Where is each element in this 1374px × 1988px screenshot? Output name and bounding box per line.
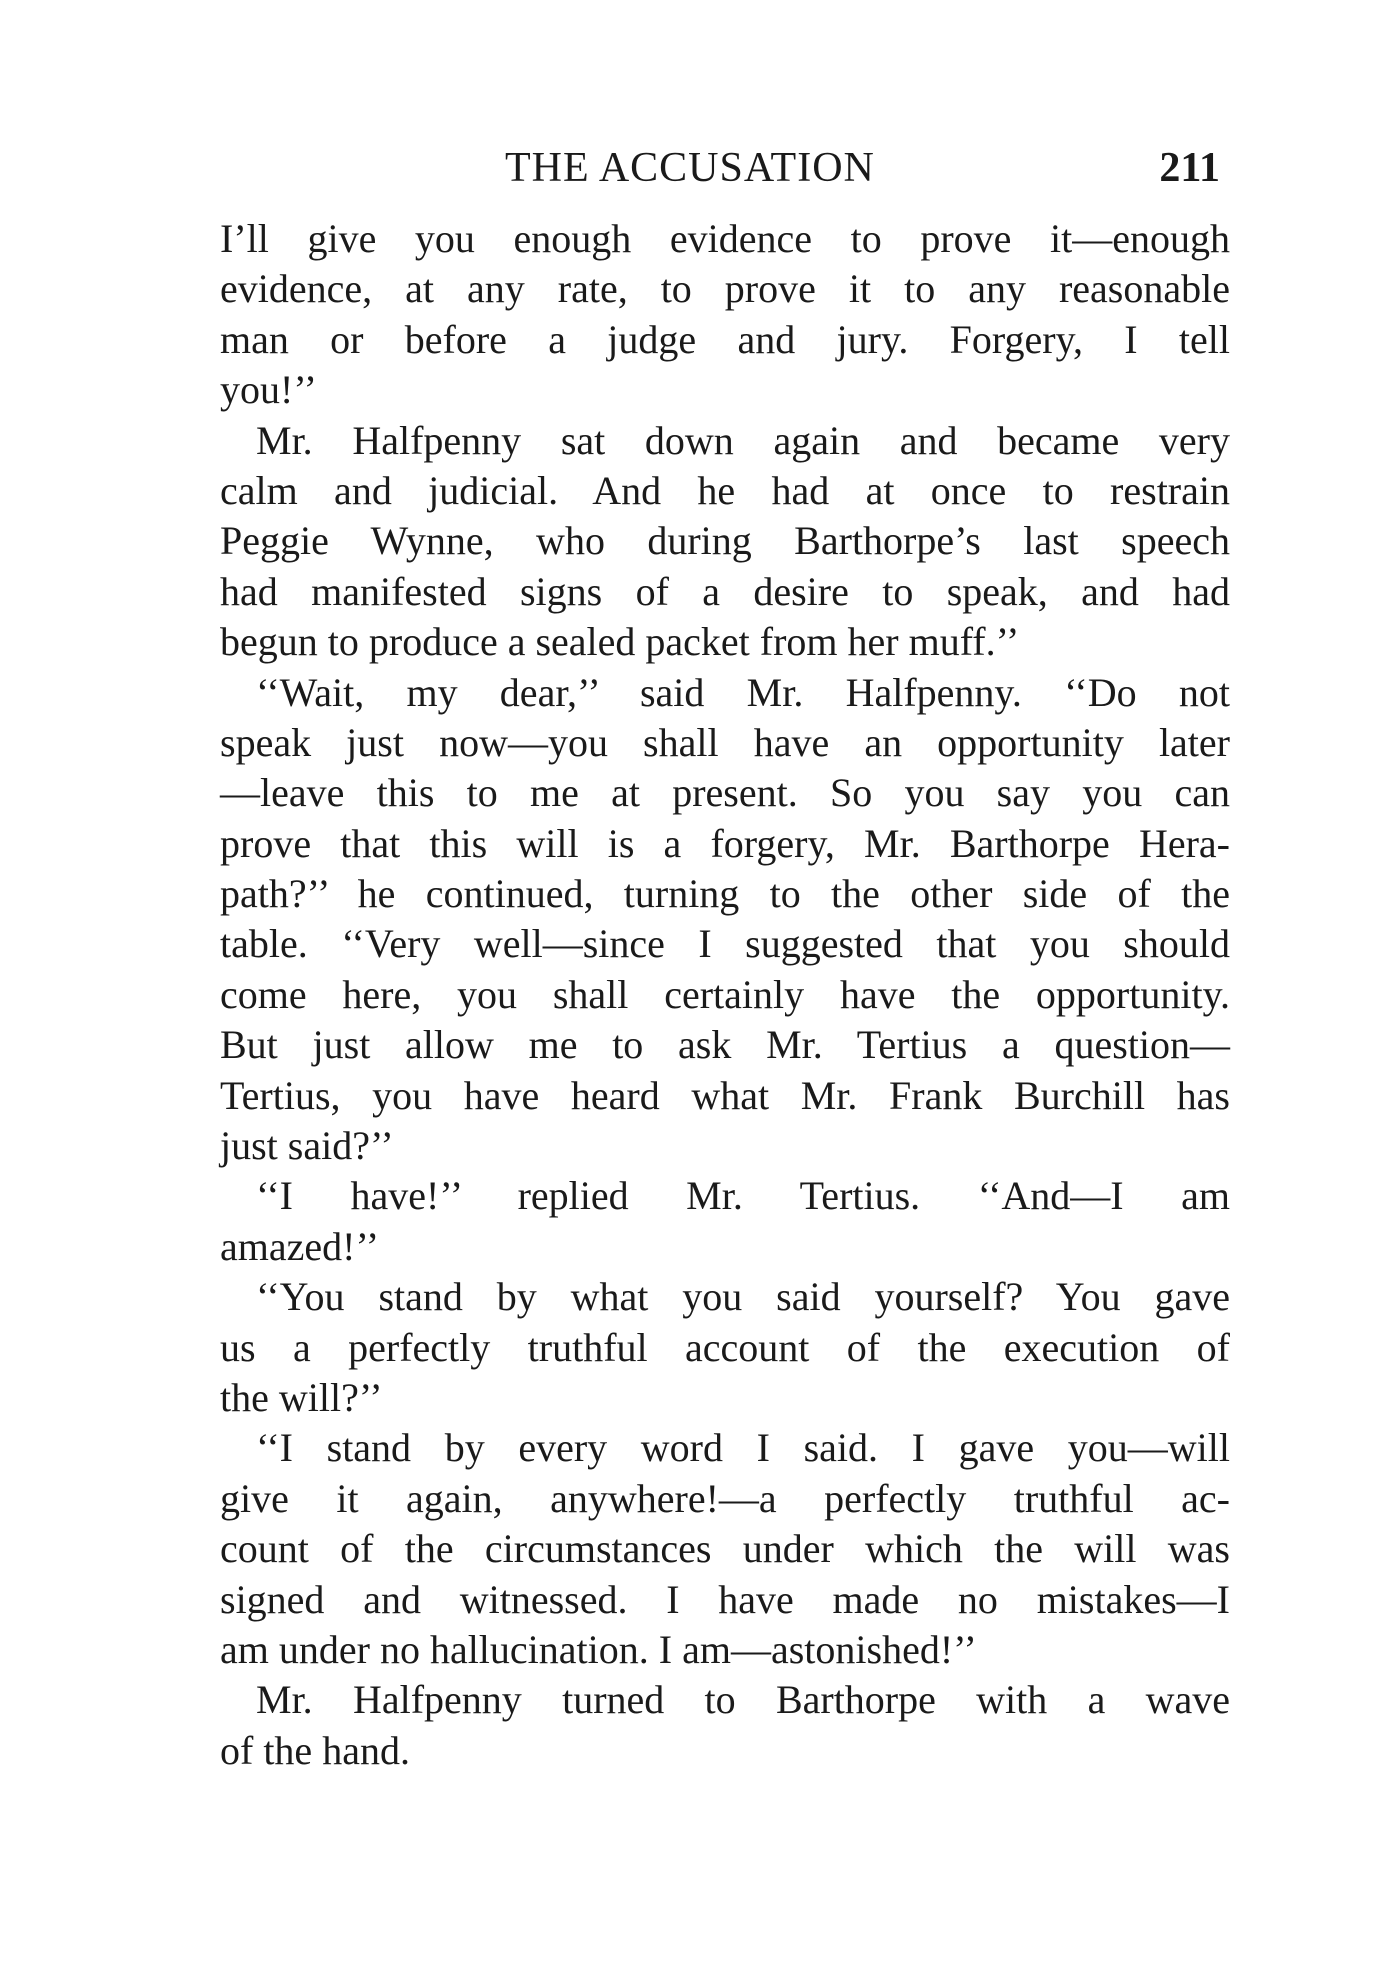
text-line: ‘‘Wait, my dear,’’ said Mr. Halfpenny. ‘‘Do not xyxy=(256,669,1230,715)
text-line: ‘‘I stand by every word I said. I gave you—will xyxy=(256,1425,1230,1471)
text-line: begun to produce a sealed packet from her muff.’’ xyxy=(220,619,1020,665)
text-line: But just allow me to ask Mr. Tertius a question— xyxy=(220,1022,1230,1068)
text-line: —leave this to me at present. So you say you can xyxy=(220,770,1230,816)
text-line: evidence, at any rate, to prove it to any reasonable xyxy=(220,266,1230,312)
text-line: speak just now—you shall have an opportunity later xyxy=(220,719,1230,765)
text-line: path?’’ he continued, turning to the other side of the xyxy=(220,871,1230,917)
body-text xyxy=(220,214,1230,1776)
text-line: us a perfectly truthful account of the execution of xyxy=(220,1324,1230,1370)
text-line: come here, you shall certainly have the opportunity. xyxy=(220,971,1230,1017)
text-line: count of the circumstances under which the will was xyxy=(220,1526,1230,1572)
text-line: I’ll give you enough evidence to prove it—enough xyxy=(220,216,1230,261)
text-line: of the hand. xyxy=(220,1727,410,1773)
text-line: you!’’ xyxy=(220,367,317,413)
text-line: the will?’’ xyxy=(220,1374,383,1420)
text-line: calm and judicial. And he had at once to restrain xyxy=(220,467,1230,513)
text-line: Tertius, you have heard what Mr. Frank Burchill has xyxy=(220,1072,1230,1118)
page-number: 211 xyxy=(1159,145,1220,191)
text-line: give it again, anywhere!—a perfectly truthful ac- xyxy=(220,1475,1230,1521)
text-line: just said?’’ xyxy=(220,1123,394,1169)
chapter-title: THE ACCUSATION xyxy=(505,145,875,191)
text-line: Mr. Halfpenny sat down again and became very xyxy=(256,417,1230,463)
text-line: table. ‘‘Very well—since I suggested that you should xyxy=(220,921,1230,967)
text-line: signed and witnessed. I have made no mistakes—I xyxy=(220,1576,1230,1622)
text-line: Peggie Wynne, who during Barthorpe’s last speech xyxy=(220,518,1230,564)
text-line: had manifested signs of a desire to speak, and had xyxy=(220,568,1230,614)
text-line: Mr. Halfpenny turned to Barthorpe with a wave xyxy=(256,1677,1230,1723)
text-line: am under no hallucination. I am—astonished!’’ xyxy=(220,1626,977,1672)
text-line: prove that this will is a forgery, Mr. Barthorpe Hera- xyxy=(220,820,1230,866)
text-line: amazed!’’ xyxy=(220,1223,380,1269)
text-line: ‘‘You stand by what you said yourself? You gave xyxy=(256,1274,1230,1320)
text-line: man or before a judge and jury. Forgery, I tell xyxy=(220,316,1230,362)
text-line: ‘‘I have!’’ replied Mr. Tertius. ‘‘And—I am xyxy=(256,1173,1230,1219)
running-head xyxy=(220,138,1220,198)
